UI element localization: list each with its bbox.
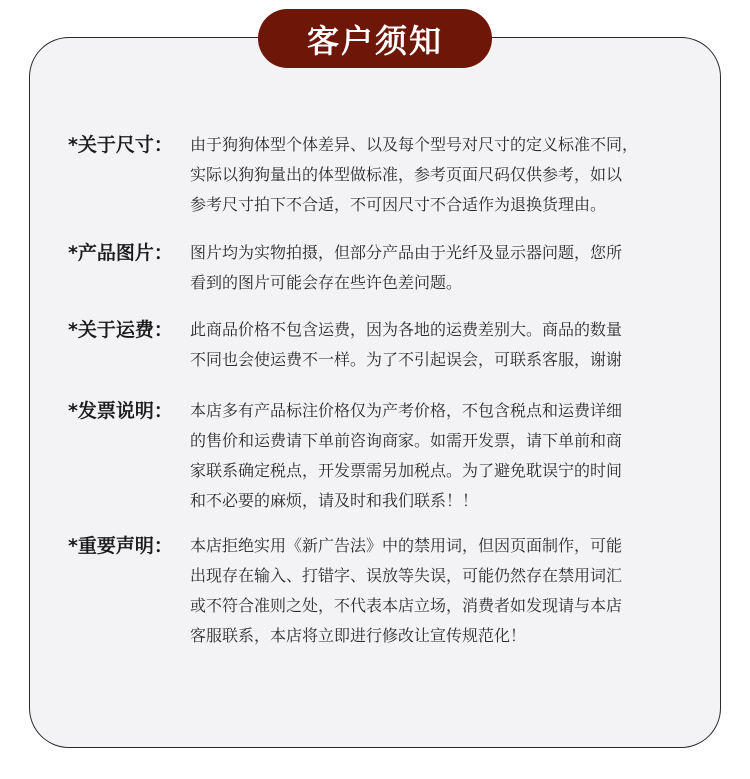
section-label: *关于运费： — [68, 319, 173, 341]
body-line: 不同也会使运费不一样。为了不引起误会，可联系客服，谢谢 — [190, 350, 623, 369]
body-line: 的售价和运费请下单前咨询商家。如需开发票，请下单前和商 — [190, 431, 623, 450]
section-body — [190, 531, 708, 651]
section-body — [190, 315, 708, 375]
section-label: *产品图片： — [68, 242, 173, 264]
section-label: *关于尺寸： — [68, 134, 173, 156]
section-legal — [68, 531, 708, 651]
section-body — [190, 396, 708, 516]
body-line: 出现存在输入、打错字、误放等失误，可能仍然存在禁用词汇 — [190, 566, 623, 585]
page-title: 客户须知 — [258, 9, 492, 68]
section-body — [190, 130, 708, 220]
section-label: *重要声明： — [68, 535, 173, 557]
section-body — [190, 238, 708, 298]
body-line: 此商品价格不包含运费，因为各地的运费差别大。商品的数量 — [190, 320, 623, 339]
body-line: 由于狗狗体型个体差异、以及每个型号对尺寸的定义标准不同， — [190, 135, 639, 154]
section-size — [68, 130, 708, 220]
body-line: 看到的图片可能会存在些许色差问题。 — [190, 273, 463, 292]
section-shipping — [68, 315, 708, 375]
body-line: 本店多有产品标注价格仅为产考价格，不包含税点和运费详细 — [190, 401, 623, 420]
body-line: 实际以狗狗量出的体型做标准，参考页面尺码仅供参考，如以 — [190, 165, 623, 184]
body-line: 本店拒绝实用《新广告法》中的禁用词，但因页面制作，可能 — [190, 536, 623, 555]
body-line: 家联系确定税点，开发票需另加税点。为了避免耽误宁的时间 — [190, 461, 623, 480]
body-line: 参考尺寸拍下不合适，不可因尺寸不合适作为退换货理由。 — [190, 195, 607, 214]
section-label: *发票说明： — [68, 400, 173, 422]
section-photo — [68, 238, 708, 298]
section-invoice — [68, 396, 708, 516]
body-line: 图片均为实物拍摄，但部分产品由于光纤及显示器问题，您所 — [190, 243, 623, 262]
body-line: 和不必要的麻烦，请及时和我们联系！！ — [190, 491, 479, 510]
body-line: 或不符合准则之处，不代表本店立场，消费者如发现请与本店 — [190, 596, 623, 615]
body-line: 客服联系，本店将立即进行修改让宣传规范化！ — [190, 626, 527, 645]
